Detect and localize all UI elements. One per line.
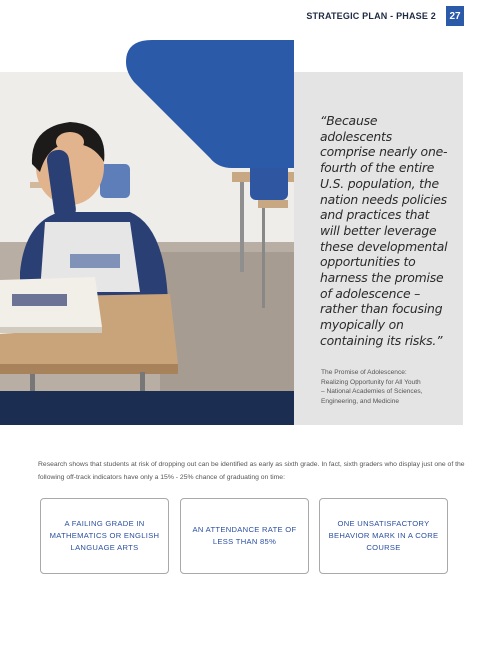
source-line: The Promise of Adolescence: — [321, 369, 407, 376]
indicator-card-attendance — [180, 498, 309, 574]
source-line: – National Academies of Sciences, — [321, 388, 423, 395]
indicator-card-failing-grade — [40, 498, 169, 574]
indicator-label: ONE UNSATISFACTORY BEHAVIOR MARK IN A CORE COURSE — [328, 519, 439, 552]
page-number: 27 — [446, 6, 464, 26]
header-title: STRATEGIC PLAN - PHASE 2 — [306, 11, 436, 21]
photo-footer-band — [0, 391, 294, 425]
indicator-label: AN ATTENDANCE RATE OF LESS THAN 85% — [192, 525, 297, 546]
indicator-label: A FAILING GRADE IN MATHEMATICS OR ENGLISH LANGUAGE ARTS — [49, 519, 160, 552]
pull-quote: “Because adolescents comprise nearly one-fourth of the entire U.S. population, the nation needs policies and practices that will better leverage these developmental opportunities to harness the promise of adolescence – rather than focusing myopically on containing its risks.” — [320, 113, 448, 348]
source-line: Engineering, and Medicine — [321, 397, 400, 405]
indicator-cards — [40, 498, 448, 574]
source-line: Realizing Opportunity for All Youth — [321, 378, 421, 386]
research-paragraph: Research shows that students at risk of dropping out can be identified as early as sixth grade. In fact, sixth graders who display just one of the following off-track indicators have only a 15% - 25% chance of graduating on time: — [38, 461, 465, 481]
quote-source — [321, 368, 446, 406]
indicator-card-behavior — [319, 498, 448, 574]
